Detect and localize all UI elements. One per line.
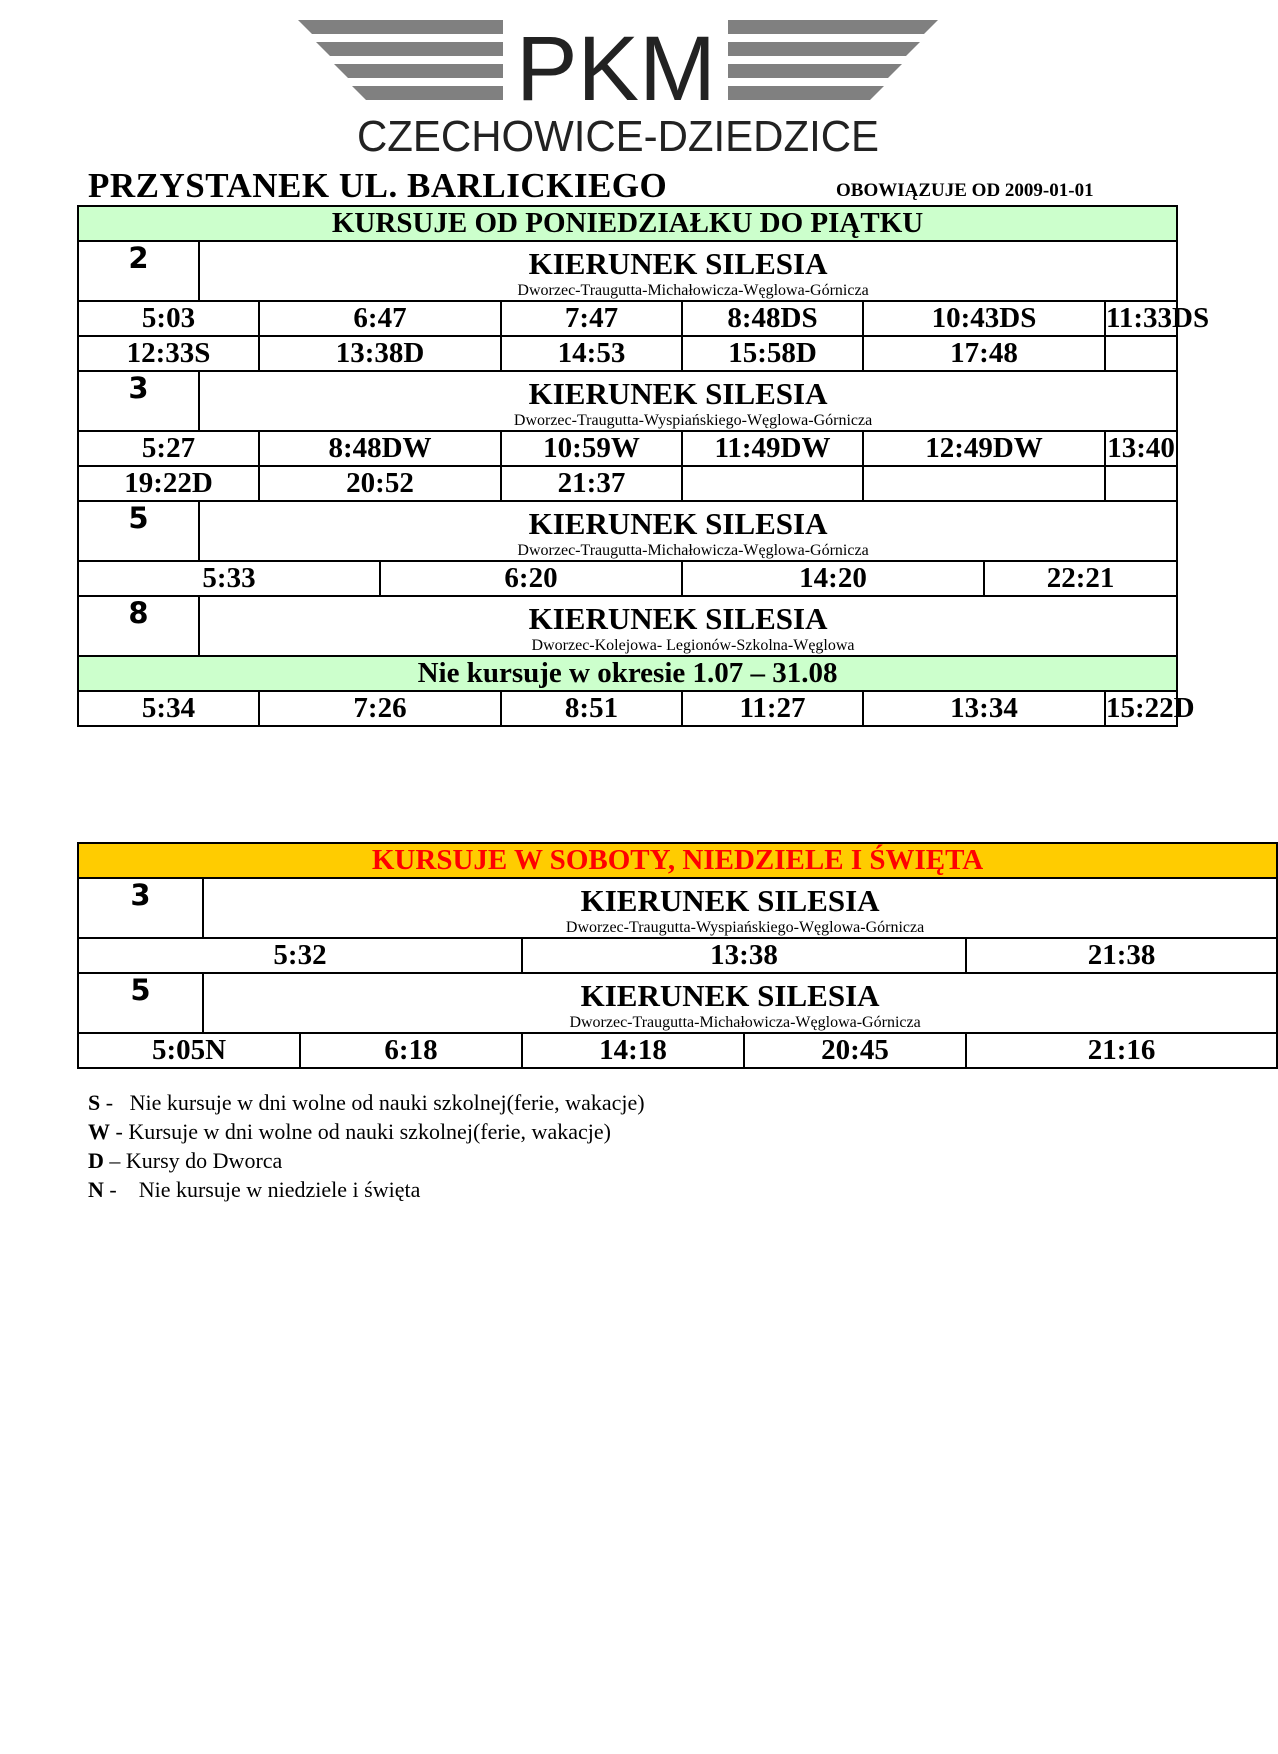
time-row	[78, 301, 1177, 336]
route-direction	[199, 371, 1177, 431]
route-via: Dworzec-Traugutta-Wyspiańskiego-Węglowa-Górnicza	[513, 412, 873, 429]
direction-title: KIERUNEK SILESIA	[580, 978, 880, 1013]
legend-item	[88, 1146, 645, 1175]
departure-time: 5:34	[78, 691, 259, 726]
weekend-band: KURSUJE W SOBOTY, NIEDZIELE I ŚWIĘTA	[78, 843, 1277, 878]
weekday-timetable	[77, 205, 1210, 727]
valid-from-date: OBOWIĄZUJE OD 2009-01-01	[836, 180, 1094, 201]
legend	[88, 1088, 645, 1204]
legend-text: Nie kursuje w niedziele i święta	[138, 1177, 421, 1202]
departure-time: 10:59W	[501, 431, 682, 466]
time-row	[78, 1033, 1277, 1068]
route-direction	[199, 241, 1177, 301]
direction-title: KIERUNEK SILESIA	[580, 883, 880, 918]
time-row	[78, 466, 1177, 501]
legend-code: S	[88, 1090, 101, 1115]
logo-city: CZECHOWICE-DZIEDZICE	[357, 112, 879, 161]
departure-time: 14:20	[682, 561, 984, 596]
legend-text: Kursuje w dni wolne od nauki szkolnej(ferie, wakacje)	[128, 1119, 611, 1144]
departure-time: 13:38D	[259, 336, 501, 371]
departure-time: 13:40	[1105, 431, 1177, 466]
route-direction	[203, 973, 1277, 1033]
route-via: Dworzec-Traugutta-Michałowicza-Węglowa-Górnicza	[517, 542, 869, 559]
departure-time: 5:05N	[78, 1033, 300, 1068]
legend-item	[88, 1117, 645, 1146]
departure-time: 7:26	[259, 691, 501, 726]
departure-time	[682, 466, 863, 501]
time-row	[78, 561, 1177, 596]
departure-time: 20:45	[744, 1033, 966, 1068]
route-number: 8	[78, 596, 199, 656]
departure-time	[1105, 466, 1177, 501]
route-direction	[203, 878, 1277, 938]
departure-time: 21:37	[501, 466, 682, 501]
direction-title: KIERUNEK SILESIA	[528, 246, 828, 281]
departure-time: 5:33	[78, 561, 380, 596]
time-row	[78, 691, 1177, 726]
departure-time	[1105, 336, 1177, 371]
departure-time: 13:38	[522, 938, 966, 973]
direction-title: KIERUNEK SILESIA	[528, 376, 828, 411]
time-row	[78, 336, 1177, 371]
legend-separator: -	[110, 1119, 129, 1144]
route-number: 3	[78, 371, 199, 431]
legend-code: W	[88, 1119, 110, 1144]
departure-time: 14:18	[522, 1033, 744, 1068]
route-direction	[199, 596, 1177, 656]
departure-time: 7:47	[501, 301, 682, 336]
logo-stripes-left	[298, 20, 503, 100]
time-row	[78, 431, 1177, 466]
departure-time: 12:49DW	[863, 431, 1105, 466]
departure-time: 20:52	[259, 466, 501, 501]
departure-time: 6:18	[300, 1033, 522, 1068]
legend-text: Kursy do Dworca	[125, 1148, 283, 1173]
departure-time: 21:16	[966, 1033, 1277, 1068]
route-direction	[199, 501, 1177, 561]
route-number: 3	[78, 878, 203, 938]
departure-time: 22:21	[984, 561, 1177, 596]
legend-separator: -	[103, 1177, 139, 1202]
route-via: Dworzec-Traugutta-Michałowicza-Węglowa-Górnicza	[517, 282, 869, 299]
logo-brand: PKM	[516, 18, 716, 120]
departure-time: 11:33DS	[1106, 302, 1210, 334]
departure-time: 8:48DS	[682, 301, 863, 336]
departure-time: 13:34	[863, 691, 1105, 726]
route-via: Dworzec-Traugutta-Michałowicza-Węglowa-Górnicza	[569, 1014, 921, 1031]
departure-time: 11:27	[682, 691, 863, 726]
stop-title: PRZYSTANEK UL. BARLICKIEGO	[88, 166, 668, 205]
departure-time: 6:47	[259, 301, 501, 336]
weekend-timetable	[77, 842, 1278, 1069]
departure-time	[863, 466, 1105, 501]
weekday-band: KURSUJE OD PONIEDZIAŁKU DO PIĄTKU	[78, 206, 1177, 241]
route-via: Dworzec-Kolejowa- Legionów-Szkolna-Węglowa	[531, 637, 855, 654]
legend-code: D	[88, 1148, 104, 1173]
time-row	[78, 938, 1277, 973]
departure-time: 14:53	[501, 336, 682, 371]
legend-text: Nie kursuje w dni wolne od nauki szkolnej(ferie, wakacje)	[129, 1090, 645, 1115]
legend-separator: –	[103, 1148, 126, 1173]
departure-time: 17:48	[863, 336, 1105, 371]
departure-time: 21:38	[966, 938, 1277, 973]
seasonal-note: Nie kursuje w okresie 1.07 – 31.08	[78, 656, 1177, 691]
departure-time: 5:03	[78, 301, 259, 336]
departure-time: 12:33S	[78, 336, 259, 371]
legend-code: N	[88, 1177, 104, 1202]
departure-time: 5:27	[78, 431, 259, 466]
direction-title: KIERUNEK SILESIA	[528, 506, 828, 541]
route-number: 2	[78, 241, 199, 301]
route-number: 5	[78, 501, 199, 561]
logo-stripes-right	[728, 20, 938, 100]
pkm-logo	[298, 18, 938, 161]
departure-time: 10:43DS	[863, 301, 1105, 336]
route-number: 5	[78, 973, 203, 1033]
departure-time: 5:32	[78, 938, 522, 973]
departure-time: 19:22D	[78, 466, 259, 501]
legend-separator: -	[100, 1090, 130, 1115]
departure-time: 15:58D	[682, 336, 863, 371]
legend-item	[88, 1088, 645, 1117]
direction-title: KIERUNEK SILESIA	[528, 601, 828, 636]
departure-time: 8:48DW	[259, 431, 501, 466]
departure-time: 15:22D	[1106, 692, 1195, 724]
departure-time: 6:20	[380, 561, 682, 596]
departure-time: 8:51	[501, 691, 682, 726]
departure-time: 11:49DW	[682, 431, 863, 466]
route-via: Dworzec-Traugutta-Wyspiańskiego-Węglowa-Górnicza	[565, 919, 925, 936]
legend-item	[88, 1175, 645, 1204]
